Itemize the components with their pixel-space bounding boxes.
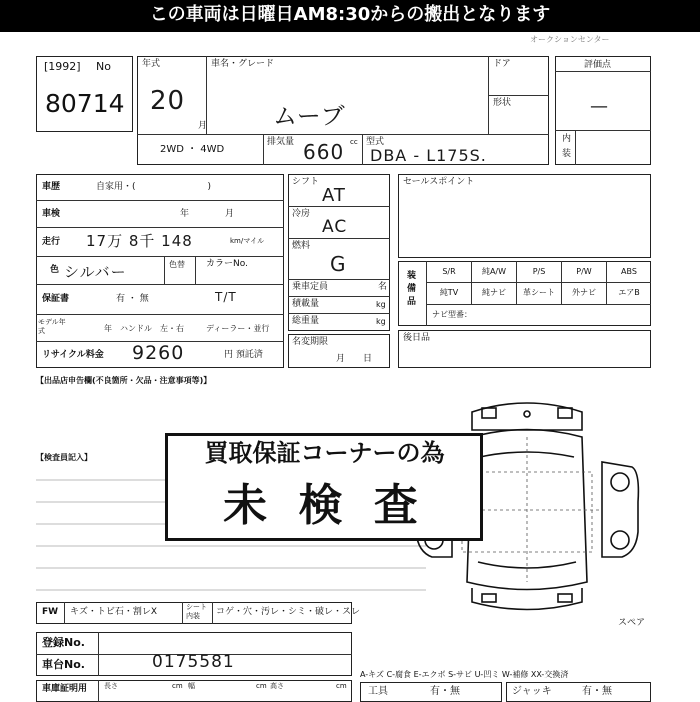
- jack-label: ジャッキ: [512, 686, 552, 697]
- seller-notes-label: 【出品店申告欄(不良箇所・欠品・注意事項等)】: [36, 376, 212, 385]
- load-label: 積載量: [292, 299, 320, 309]
- dim-height-label: 高さ: [270, 682, 284, 690]
- seat-value: コゲ・穴・汚レ・シミ・破レ・スレ: [216, 607, 361, 617]
- fuel-label: 燃料: [292, 241, 311, 251]
- inspector-label: 【検査員記入】: [36, 453, 92, 462]
- capacity-unit: 名: [378, 282, 388, 292]
- equip-leather: 革シート: [523, 288, 555, 297]
- car-name-label: 車名・グレード: [211, 59, 275, 69]
- lot-code: [1992]: [44, 60, 81, 73]
- dim-width-unit: cm: [256, 682, 267, 690]
- fuel-value: G: [330, 252, 347, 276]
- history-value: 自家用・( ): [96, 182, 212, 192]
- name-change-label: 名変期限: [292, 337, 329, 347]
- shape-label: 形状: [493, 98, 512, 108]
- handle-label: ハンドル: [120, 324, 152, 333]
- weight-unit: kg: [376, 317, 386, 326]
- stamp-line-2: 未 検 査: [223, 480, 426, 531]
- colorno-label: カラーNo.: [206, 259, 248, 269]
- notes-box: [398, 330, 651, 368]
- sales-points-label: セールスポイント: [403, 177, 475, 187]
- ac-value: AC: [322, 217, 348, 237]
- equip-abs: ABS: [621, 267, 637, 276]
- equip-airbag: エアB: [618, 288, 640, 297]
- top-banner: [0, 0, 700, 32]
- year-label: 年式: [142, 59, 161, 69]
- ac-label: 冷房: [292, 209, 311, 219]
- model-label: 型式: [366, 137, 385, 147]
- model-value: DBA - L175S.: [370, 146, 487, 165]
- seat-label: シート内装: [186, 603, 207, 620]
- color-value: シルバー: [64, 263, 127, 281]
- load-unit: kg: [376, 300, 386, 309]
- capacity-label: 乗車定員: [292, 282, 329, 292]
- shift-label: シフト: [292, 177, 320, 187]
- garage-cert-label: 車庫証明用: [42, 684, 88, 694]
- color-label: 色: [50, 265, 60, 275]
- dim-width-label: 幅: [188, 682, 195, 690]
- displacement-value: 660: [303, 140, 345, 164]
- equip-ext-navi: 外ナビ: [572, 288, 596, 297]
- spare-label: スペア: [618, 618, 646, 628]
- month-label: 月: [198, 121, 208, 131]
- lot-number: 80714: [45, 89, 125, 118]
- inspection-label: 車検: [42, 209, 61, 219]
- damage-legend: A-キズ C-腐食 E-エクボ S-サビ U-凹ミ W-補修 XX-交換済: [360, 670, 569, 679]
- tools-value: 有・無: [430, 686, 460, 697]
- car-name-value: ムーブ: [273, 102, 346, 130]
- equip-navi: 純ナビ: [482, 288, 506, 297]
- rating-label: 評価点: [584, 60, 612, 70]
- shift-value: AT: [322, 185, 346, 206]
- dealer-label: ディーラー・並行: [206, 324, 270, 333]
- banner-text: この車両は日曜日AM8:30からの搬出となります: [149, 4, 551, 25]
- lot-no-label: No: [96, 60, 111, 73]
- equipment-label: 装備品: [407, 271, 417, 307]
- warranty-label: 保証書: [42, 294, 70, 304]
- mileage-value: 17万 8千 148: [86, 232, 193, 250]
- chassis-value: 0175581: [152, 652, 235, 672]
- year-value: 20: [150, 86, 186, 116]
- model-year-suffix: 年: [104, 324, 112, 333]
- navi-model-label: ナビ型番：: [432, 310, 472, 319]
- dim-height-unit: cm: [336, 682, 347, 690]
- dim-length-unit: cm: [172, 682, 183, 690]
- recycle-value: 9260: [132, 342, 185, 364]
- door-label: ドア: [493, 59, 511, 69]
- equip-power-windows: P/W: [576, 267, 592, 276]
- history-label: 車歴: [42, 182, 61, 192]
- fw-label: FW: [42, 607, 59, 617]
- equip-power-steering: P/S: [532, 267, 546, 276]
- stamp-line-1: 買取保証コーナーの為: [204, 439, 445, 467]
- jack-value: 有・無: [582, 686, 612, 697]
- displacement-label: 排気量: [267, 137, 295, 147]
- equip-tv: 純TV: [439, 288, 459, 297]
- warranty-note: T/T: [215, 290, 237, 304]
- drive-label: 2WD ・ 4WD: [160, 144, 225, 155]
- displacement-unit: cc: [350, 138, 358, 146]
- model-year-label: モデル年式: [38, 318, 66, 335]
- recycle-unit: 円 預託済: [224, 350, 263, 360]
- rating-value: —: [590, 96, 609, 117]
- mileage-label: 走行: [42, 237, 61, 247]
- interior-label-1: 内: [562, 134, 572, 144]
- handle-value: 左・右: [160, 324, 184, 333]
- registration-label: 登録No.: [42, 636, 85, 649]
- inspection-value: 年 月: [180, 209, 235, 219]
- color-swap-label: 色替: [169, 260, 185, 269]
- warranty-value: 有 ・ 無: [116, 294, 149, 304]
- weight-label: 総重量: [292, 316, 320, 326]
- dim-length-label: 長さ: [104, 682, 118, 690]
- notes-label: 後日品: [403, 333, 431, 343]
- equip-sunroof: S/R: [442, 267, 456, 276]
- fw-value: キズ・トビ石・割レX: [70, 607, 157, 617]
- equip-alloy-wheels: 純A/W: [481, 267, 507, 276]
- interior-label-2: 装: [562, 149, 572, 159]
- mileage-unit: km/マイル: [230, 237, 265, 245]
- name-change-unit: 月 日: [336, 354, 373, 364]
- chassis-label: 車台No.: [42, 658, 85, 671]
- header-partial-text: オークションセンター: [530, 35, 610, 44]
- tools-label: 工具: [368, 686, 388, 697]
- recycle-label: リサイクル料金: [42, 350, 104, 360]
